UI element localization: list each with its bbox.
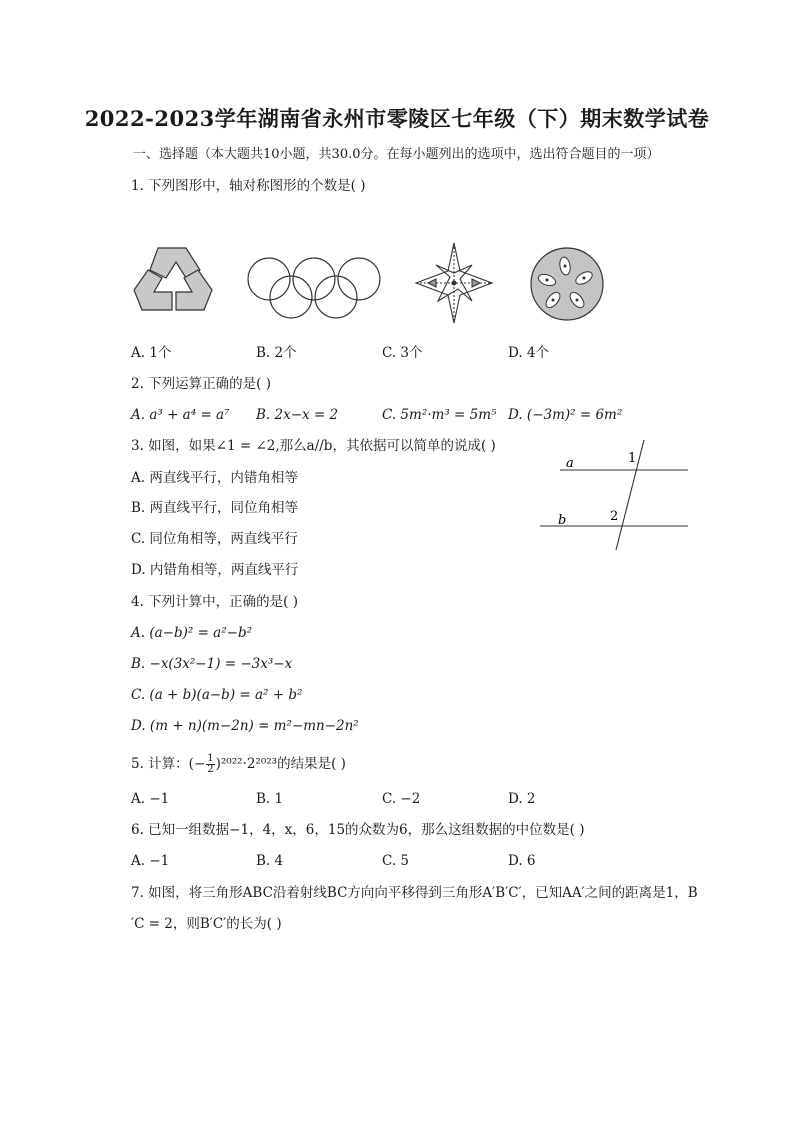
q1-option-c: C. 3个 — [382, 345, 423, 361]
q5-option-d: D. 2 — [508, 791, 536, 807]
q3-option-a: A. 两直线平行，内错角相等 — [131, 470, 298, 486]
q5-option-b: B. 1 — [256, 791, 284, 807]
parallel-lines-figure — [536, 436, 692, 554]
q5-stem — [131, 754, 346, 775]
q5-fraction-denominator: 2 — [207, 764, 214, 775]
q7-stem-line2: ′C = 2，则B′C′的长为( ) — [131, 916, 282, 932]
q2-option-c: C. 5m²·m³ = 5m⁵ — [382, 407, 497, 423]
q3-option-d: D. 内错角相等，两直线平行 — [131, 562, 299, 578]
q6-option-a: A. −1 — [131, 853, 170, 869]
angle-2-label: 2 — [610, 509, 619, 524]
angle-1-label: 1 — [628, 451, 637, 466]
q6-option-b: B. 4 — [256, 853, 284, 869]
q2-option-b: B. 2x−x = 2 — [256, 407, 339, 423]
q2-stem: 2. 下列运算正确的是( ) — [131, 376, 271, 392]
q1-option-a: A. 1个 — [131, 345, 172, 361]
q3-option-c: C. 同位角相等，两直线平行 — [131, 531, 298, 547]
q4-option-a: A. (a−b)² = a²−b² — [131, 625, 252, 641]
q5-fraction-numerator: 1 — [207, 753, 214, 764]
q3-stem: 3. 如图，如果∠1 = ∠2,那么a//b，其依据可以简单的说成( ) — [131, 438, 496, 454]
q2-option-a: A. a³ + a⁴ = a⁷ — [131, 407, 230, 423]
q5-fraction — [206, 754, 214, 775]
q6-stem: 6. 已知一组数据−1，4，x，6，15的众数为6，那么这组数据的中位数是( ) — [131, 822, 585, 838]
q1-option-b: B. 2个 — [256, 345, 297, 361]
flower-figure — [529, 246, 605, 322]
q6-option-c: C. 5 — [382, 853, 410, 869]
q4-option-b: B. −x(3x²−1) = −3x³−x — [131, 656, 293, 672]
q4-option-d: D. (m + n)(m−2n) = m²−mn−2n² — [131, 718, 359, 734]
q2-option-d: D. (−3m)² = 6m² — [508, 407, 623, 423]
recycle-figure — [128, 240, 218, 324]
q7-stem-line1: 7. 如图，将三角形ABC沿着射线BC方向向平移得到三角形A′B′C′，已知AA′之间的距离是1，B — [131, 885, 698, 901]
q6-option-d: D. 6 — [508, 853, 536, 869]
star-figure — [414, 241, 494, 325]
q5-option-c: C. −2 — [382, 791, 421, 807]
line-a-label: a — [566, 456, 574, 471]
page-title: 2022-2023学年湖南省永州市零陵区七年级（下）期末数学试卷 — [84, 106, 710, 131]
line-b-label: b — [558, 513, 567, 528]
q5-stem-suffix: )²⁰²²·2²⁰²³的结果是( ) — [215, 756, 346, 772]
section-heading: 一、选择题（本大题共10小题，共30.0分。在每小题列出的选项中，选出符合题目的一项） — [133, 147, 660, 162]
q1-option-d: D. 4个 — [508, 345, 550, 361]
q5-option-a: A. −1 — [131, 791, 170, 807]
q4-stem: 4. 下列计算中，正确的是( ) — [131, 594, 298, 610]
q4-option-c: C. (a + b)(a−b) = a² + b² — [131, 687, 303, 703]
q5-stem-prefix: 5. 计算：(− — [131, 756, 206, 772]
q3-option-b: B. 两直线平行，同位角相等 — [131, 500, 299, 516]
q1-stem: 1. 下列图形中，轴对称图形的个数是( ) — [131, 178, 366, 194]
rings-figure — [246, 255, 382, 321]
